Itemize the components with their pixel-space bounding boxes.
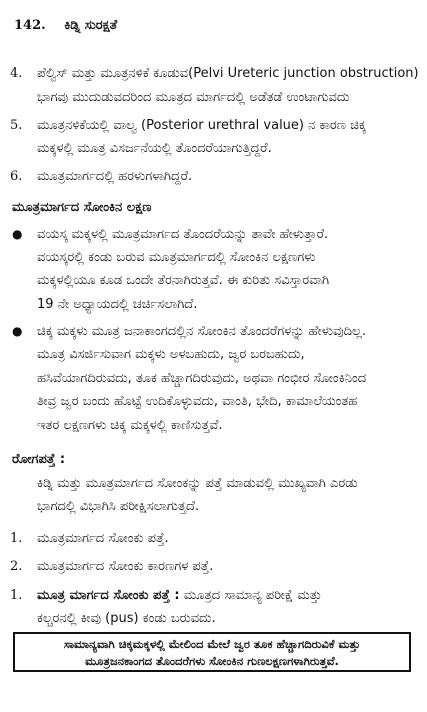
- paragraph-line: ಇತರ ಲಕ್ಷಣಗಳು ಚಿಕ್ಕ ಮಕ್ಕಳಲ್ಲಿ ಕಾಣಿಸುತ್ತವೆ.: [37, 418, 223, 433]
- list-item-line: ಮೂತ್ರಮಾರ್ಗದ ಸೋಂಕು ಕಾರಣಗಳ ಪತ್ತೆ.: [37, 559, 214, 574]
- paragraph-line: 19 ನೇ ಅಧ್ಯಾಯದಲ್ಲಿ ಚರ್ಚಿಸಲಾಗಿದೆ.: [37, 297, 198, 312]
- list-number: 5.: [10, 118, 23, 133]
- section-heading: ರೋಗಪತ್ತೆ :: [12, 452, 66, 467]
- page-header: [14, 18, 117, 33]
- paragraph-line: ವಯಸ್ಕ ಮಕ್ಕಳಲ್ಲಿ ಮೂತ್ರಮಾರ್ಗದ ತೊಂದರೆಯನ್ನು ತಾವೇ ಹೇಳುತ್ತಾರೆ.: [37, 227, 329, 242]
- bullet-dot: ●: [12, 227, 23, 241]
- note-line: ಮೂತ್ರಜನಕಾಂಗದ ತೊಂದರೆಗಳು ಸೋಂಕಿನ ಗುಣಲಕ್ಷಣಗಳಾಗಿರುತ್ತವೆ.: [85, 654, 339, 668]
- list-number: 1.: [10, 531, 23, 546]
- list-item-line: ಮಕ್ಕಳಲ್ಲಿ ಮೂತ್ರ ವಿಸರ್ಜನೆಯಲ್ಲಿ ತೊಂದರೆಯಾಗುತ್ತಿದ್ದರೆ.: [37, 141, 272, 156]
- page-title: ಕಿಡ್ನಿ ಸುರಕ್ಷತೆ: [64, 18, 118, 33]
- list-number: 4.: [10, 66, 23, 81]
- list-item-line: ಕಲ್ಚರನಲ್ಲಿ ಕೀವು (pus) ಕಂಡು ಬರುವದು.: [37, 611, 216, 626]
- paragraph-line: ಕಿಡ್ನಿ ಮತ್ತು ಮೂತ್ರಮಾರ್ಗದ ಸೋಂಕನ್ನು ಪತ್ತೆ ಮಾಡುವಲ್ಲಿ ಮುಖ್ಯವಾಗಿ ಎರಡು: [37, 476, 358, 491]
- page-number: 142.: [14, 18, 46, 33]
- list-number: 1.: [10, 588, 23, 603]
- list-item-line: ಮೂತ್ರಮಾರ್ಗದ ಸೋಂಕು ಪತ್ತೆ.: [37, 531, 169, 546]
- paragraph-line: ಭಾಗದಲ್ಲಿ ವಿಭಾಗಿಸಿ ಪರೀಕ್ಷಿಸಲಾಗುತ್ತದೆ.: [37, 499, 200, 514]
- list-item-line: ಮೂತ್ರನಳಿಕೆಯಲ್ಲಿ ವಾಲ್ವ (Posterior urethral value) ನ ಕಾರಣ ಚಿಕ್ಕ: [37, 118, 366, 133]
- paragraph-line: ಮಕ್ಕಳಲ್ಲಿಯೂ ಕೂಡ ಒಂದೇ ತೆರನಾಗಿರುತ್ತವೆ. ಈ ಕುರಿತು ಸವಿಸ್ತಾರವಾಗಿ: [37, 273, 330, 288]
- paragraph-line: ತೀವ್ರ ಜ್ವರ ಬಂದು ಹೊಟ್ಟೆ ಉದಿಕೊಳ್ಳುವದು, ವಾಂತಿ, ಭೇದಿ, ಕಾಮಾಲೆಯಂತಹ: [37, 394, 358, 409]
- section-heading: ಮೂತ್ರಮಾರ್ಗದ ಸೋಂಕಿನ ಲಕ್ಷಣ: [12, 200, 152, 215]
- list-number: 2.: [10, 559, 23, 574]
- bullet-dot: ●: [12, 324, 23, 338]
- paragraph-line: ಹಸಿವೆಯಾಗದಿರುವದು, ತೂಕ ಹೆಚ್ಚಾಗದಿರುವುದು, ಅಥವಾ ಗಂಭೀರ ಸೋಂಕಿನಿಂದ: [37, 371, 367, 386]
- highlight-note-box: [13, 632, 411, 672]
- list-number: 6.: [10, 169, 23, 184]
- paragraph-line: ಮೂತ್ರ ವಿಸರ್ಜಿಸುವಾಗ ಮಕ್ಕಳು ಅಳಬಹುದು, ಜ್ವರ ಬರಬಹುದು,: [37, 347, 305, 362]
- list-item-line: ಮೂತ್ರಮಾರ್ಗದಲ್ಲಿ ಹರಳುಗಳಾಗಿದ್ದರೆ.: [37, 169, 193, 184]
- list-item-line: ಭಾಗವು ಮುದುಡುವದರಿಂದ ಮೂತ್ರದ ಮಾರ್ಗದಲ್ಲಿ ಅಡೆತಡೆ ಉಂಟಾಗುವದು: [37, 90, 350, 105]
- detail-heading: ಮೂತ್ರ ಮಾರ್ಗದ ಸೋಂಕು ಪತ್ತೆ :: [37, 588, 180, 603]
- paragraph-line: ಚಿಕ್ಕ ಮಕ್ಕಳು ಮೂತ್ರ ಜನಾಕಾಂಗದಲ್ಲಿನ ಸೋಂಕಿನ ತೊಂದರೆಗಳನ್ನು ಹೇಳುವುದಿಲ್ಲ.: [37, 324, 367, 339]
- detail-text: ಮೂತ್ರದ ಸಾಮಾನ್ಯ ಪರೀಕ್ಷೆ ಮತ್ತು: [179, 588, 322, 603]
- paragraph-line: ವಯಸ್ಕರಲ್ಲಿ ಕಂಡು ಬರುವ ಮೂತ್ರಮಾರ್ಗದಲ್ಲಿ ಸೋಂಕಿನ ಲಕ್ಷಣಗಳು: [37, 250, 316, 265]
- note-line: ಸಾಮಾನ್ಯವಾಗಿ ಚಿಕ್ಕಮಕ್ಕಳಲ್ಲಿ ಮೇಲಿಂದ ಮೇಲೆ ಜ್ವರ ತೂಕ ಹೆಚ್ಚಾಗದಿರುವಿಕೆ ಮತ್ತು: [63, 637, 361, 651]
- list-item-line: [37, 588, 322, 603]
- list-item-line: ಪೆಲ್ವಿಸ್ ಮತ್ತು ಮೂತ್ರನಳಿಕೆ ಕೂಡುವ(Pelvi Ureteric junction obstruction): [37, 66, 419, 81]
